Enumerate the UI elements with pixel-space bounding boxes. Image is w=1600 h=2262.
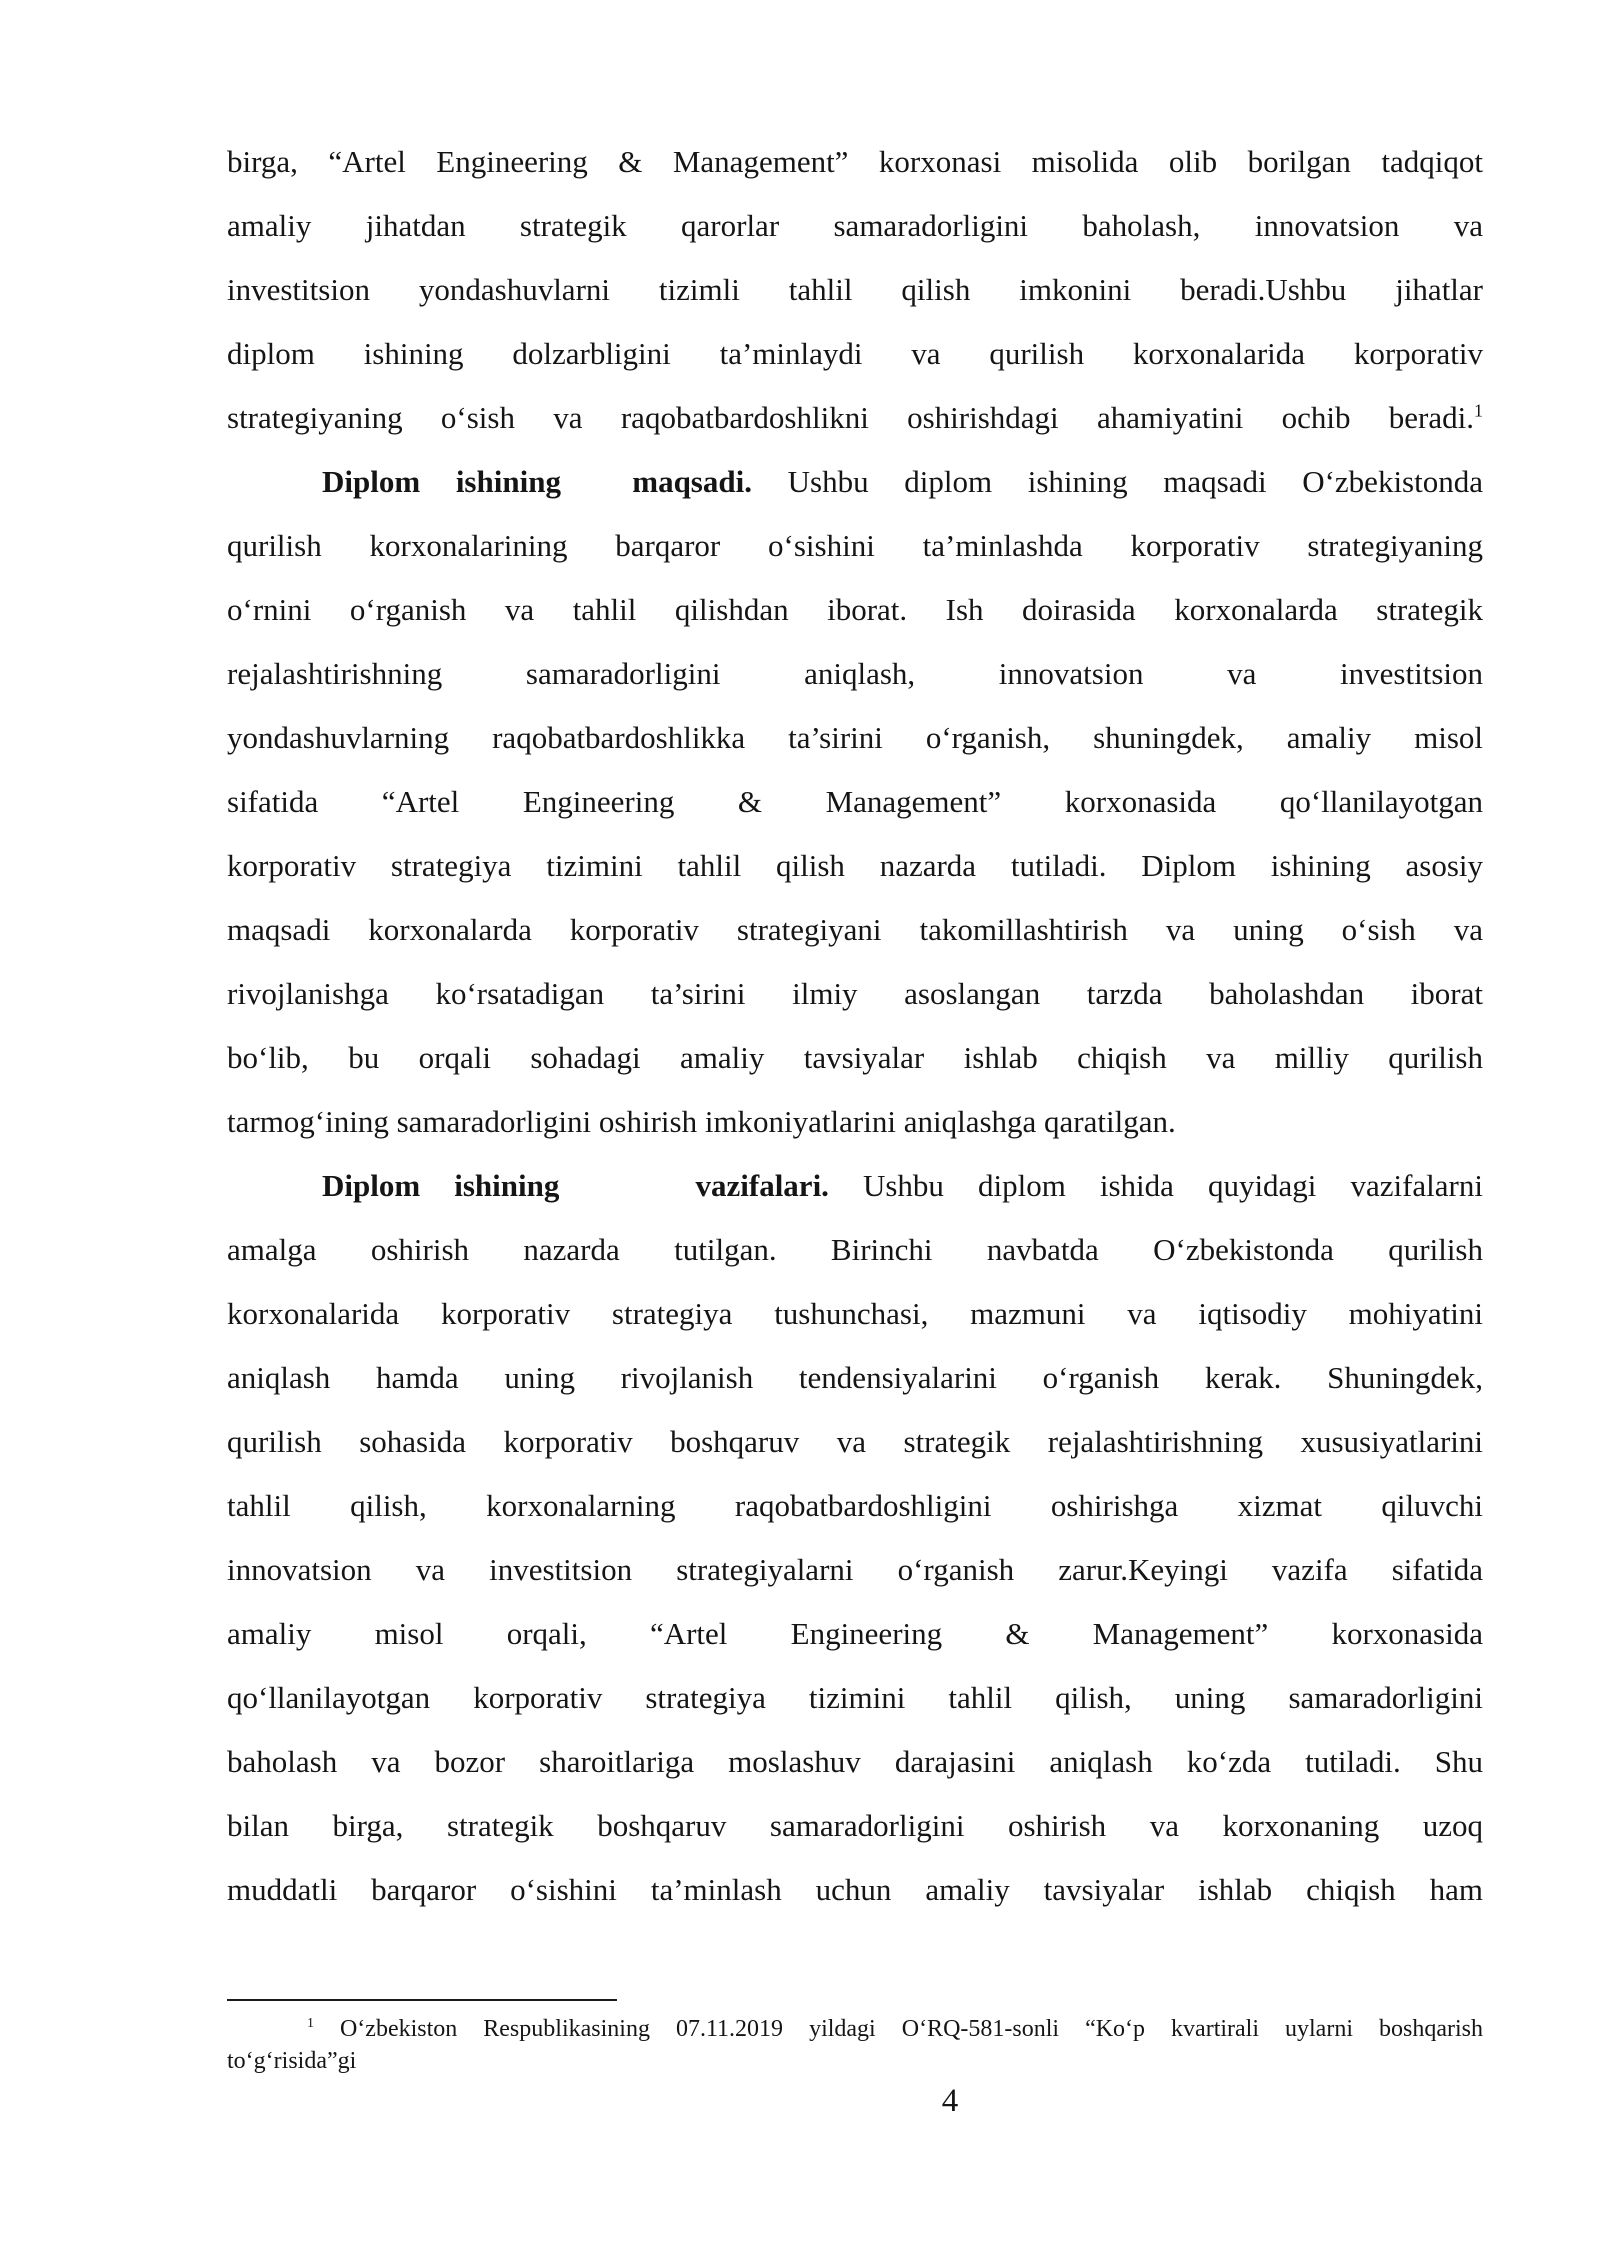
text-line: rejalashtirishning samaradorligini aniqlash, innovatsion va investitsion — [227, 656, 1483, 691]
paragraph-lead: Diplom ishining vazifalari. — [322, 1168, 829, 1203]
text-line: diplom ishining dolzarbligini ta’minlaydi va qurilish korxonalarida korporativ — [227, 336, 1483, 371]
text-line: qurilish sohasida korporativ boshqaruv va strategik rejalashtirishning xususiyatlarini — [227, 1424, 1483, 1459]
text-line: qurilish korxonalarining barqaror o‘sishini ta’minlashda korporativ strategiyaning — [227, 528, 1483, 563]
footnote-area — [227, 1999, 1483, 2077]
footnote-separator — [227, 1999, 617, 2001]
text-line: qo‘llanilayotgan korporativ strategiya tizimini tahlil qilish, uning samaradorligini — [227, 1680, 1483, 1715]
text-line: korxonalarida korporativ strategiya tushunchasi, mazmuni va iqtisodiy mohiyatini — [227, 1296, 1483, 1331]
footnote-number: 1 — [307, 2016, 314, 2031]
text-line: korporativ strategiya tizimini tahlil qilish nazarda tutiladi. Diplom ishining asosiy — [227, 848, 1483, 883]
text-line: rivojlanishga ko‘rsatadigan ta’sirini ilmiy asoslangan tarzda baholashdan iborat — [227, 976, 1483, 1011]
page-number: 4 — [941, 2083, 959, 2119]
text-line: bo‘lib, bu orqali sohadagi amaliy tavsiyalar ishlab chiqish va milliy qurilish — [227, 1040, 1483, 1075]
text-line: maqsadi korxonalarda korporativ strategiyani takomillashtirish va uning o‘sish va — [227, 912, 1483, 947]
footnote-line: to‘g‘risida”gi — [227, 2048, 357, 2074]
paragraph-lead: Diplom ishining maqsadi. — [322, 464, 752, 499]
text-line — [227, 386, 1483, 450]
text-line: amaliy jihatdan strategik qarorlar samaradorligini baholash, innovatsion va — [227, 208, 1483, 243]
text-line: birga, “Artel Engineering & Management” korxonasi misolida olib borilgan tadqiqot — [227, 144, 1483, 179]
document-body — [227, 130, 1483, 1922]
text-line: o‘rnini o‘rganish va tahlil qilishdan iborat. Ish doirasida korxonalarda strategik — [227, 592, 1483, 627]
text-line: amalga oshirish nazarda tutilgan. Birinchi navbatda O‘zbekistonda qurilish — [227, 1232, 1483, 1267]
text-line: tahlil qilish, korxonalarning raqobatbardoshligini oshirishga xizmat qiluvchi — [227, 1488, 1483, 1523]
text-line: tarmog‘ining samaradorligini oshirish imkoniyatlarini aniqlashga qaratilgan. — [227, 1104, 1176, 1139]
footnote-text: O‘zbekiston Respublikasining 07.11.2019 yildagi O‘RQ-581-sonli “Ko‘p kvartirali uylarni boshqarish — [313, 2016, 1483, 2042]
text-line: amaliy misol orqali, “Artel Engineering & Management” korxonasida — [227, 1616, 1483, 1651]
text-line-content: Ushbu diplom ishida quyidagi vazifalarni — [828, 1168, 1483, 1203]
page-footer — [227, 2080, 1578, 2122]
footnote-reference: 1 — [1474, 400, 1483, 421]
text-line: investitsion yondashuvlarni tizimli tahlil qilish imkonini beradi.Ushbu jihatlar — [227, 272, 1483, 307]
text-line: muddatli barqaror o‘sishini ta’minlash uchun amaliy tavsiyalar ishlab chiqish ham — [227, 1872, 1483, 1907]
text-line: bilan birga, strategik boshqaruv samaradorligini oshirish va korxonaning uzoq — [227, 1808, 1483, 1843]
text-line — [227, 1154, 1483, 1218]
text-line: sifatida “Artel Engineering & Management” korxonasida qo‘llanilayotgan — [227, 784, 1483, 819]
text-line-content: strategiyaning o‘sish va raqobatbardoshlikni oshirishdagi ahamiyatini ochib beradi. — [227, 400, 1475, 435]
text-line: innovatsion va investitsion strategiyalarni o‘rganish zarur.Keyingi vazifa sifatida — [227, 1552, 1483, 1587]
text-line-content: Ushbu diplom ishining maqsadi O‘zbekistonda — [751, 464, 1483, 499]
text-line: baholash va bozor sharoitlariga moslashuv darajasini aniqlash ko‘zda tutiladi. Shu — [227, 1744, 1483, 1779]
text-line — [227, 450, 1483, 514]
text-line: aniqlash hamda uning rivojlanish tendensiyalarini o‘rganish kerak. Shuningdek, — [227, 1360, 1483, 1395]
footnote-line — [227, 2013, 1483, 2045]
text-line: yondashuvlarning raqobatbardoshlikka ta’sirini o‘rganish, shuningdek, amaliy misol — [227, 720, 1483, 755]
